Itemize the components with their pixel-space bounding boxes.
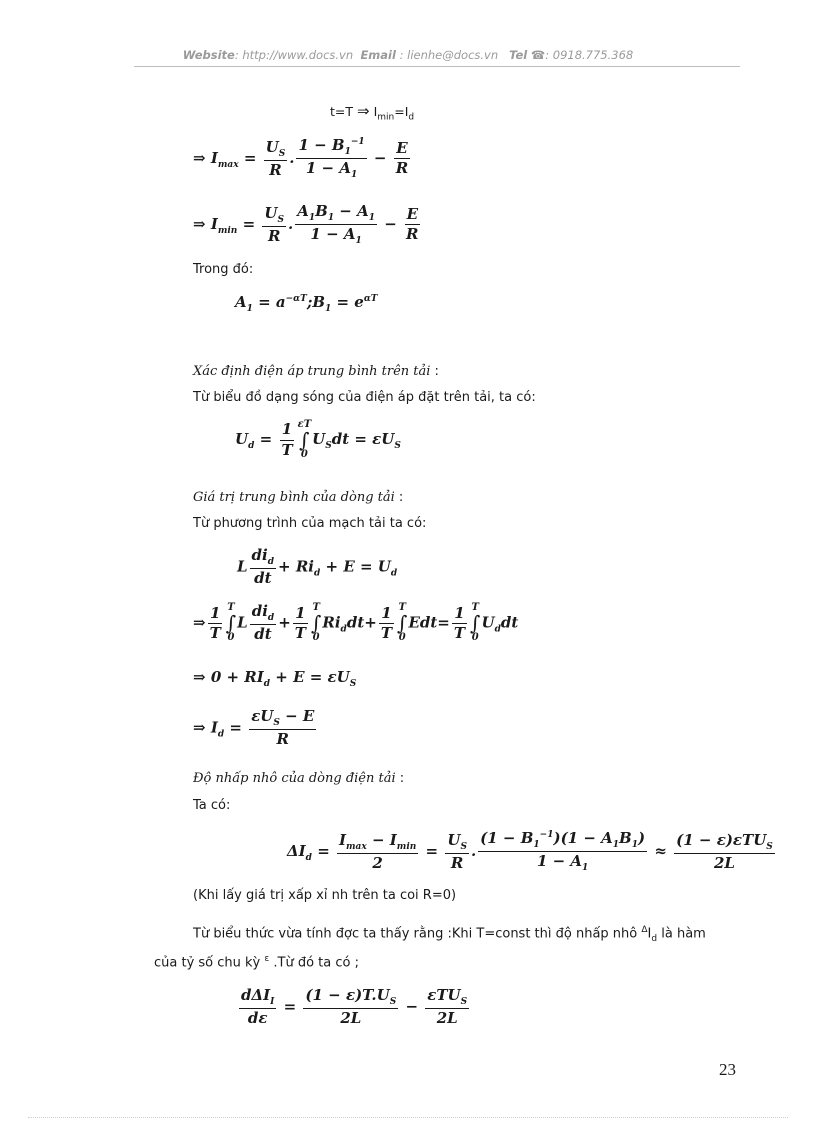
epsilon-symbol: ε bbox=[264, 954, 270, 964]
heading-colon: : bbox=[430, 364, 439, 379]
deriv-num-1: (1 − ε)T.U bbox=[305, 986, 390, 1004]
t-eq-T: t=T bbox=[330, 104, 354, 119]
us-sub: S bbox=[278, 148, 286, 159]
di: di bbox=[251, 602, 268, 620]
fraction-us-r bbox=[445, 832, 469, 873]
r-symbol: R bbox=[450, 853, 464, 872]
equals-sign: = bbox=[242, 214, 256, 233]
plus-ri: + Ri bbox=[278, 557, 314, 576]
d-sub: d bbox=[263, 679, 271, 689]
equals-sign: = bbox=[243, 148, 257, 167]
integral-sign: T ∫ 0 bbox=[397, 602, 408, 644]
two-l: 2L bbox=[340, 1009, 362, 1028]
tel-value: : 0918.775.368 bbox=[545, 48, 634, 62]
para1-text-a: Từ biểu thức vừa tính đợc ta thấy rằng :Khi T=const thì độ nhấp nhô bbox=[193, 926, 642, 942]
fraction-us-r bbox=[264, 139, 288, 180]
edt: Edt bbox=[408, 613, 438, 632]
eq-e: = e bbox=[331, 293, 364, 311]
b-symbol: B bbox=[619, 829, 632, 847]
equation-id bbox=[193, 708, 318, 749]
fraction-1-T bbox=[279, 421, 294, 459]
integral-sign: εT ∫ 0 bbox=[297, 419, 312, 460]
equation-integrated bbox=[193, 603, 518, 644]
us-sub: S bbox=[460, 841, 467, 852]
integral-lower: 0 bbox=[300, 449, 308, 460]
equals-sign: = bbox=[283, 997, 297, 1016]
page-number: 23 bbox=[719, 1060, 736, 1079]
a1-sub: 1 bbox=[308, 213, 316, 223]
us-symbol: U bbox=[447, 830, 461, 849]
fraction-deriv-2 bbox=[425, 987, 469, 1028]
heading-ripple bbox=[193, 767, 404, 786]
imin-sub: min bbox=[377, 112, 395, 123]
l-symbol: L bbox=[237, 613, 248, 632]
minus-sign: − bbox=[373, 148, 387, 167]
dt: dt bbox=[346, 613, 365, 632]
fraction-1-T bbox=[452, 605, 467, 643]
integral-sign: T ∫ 0 bbox=[470, 602, 481, 644]
us-symbol: U bbox=[264, 203, 278, 222]
d-sub: d bbox=[314, 568, 321, 579]
fraction-deriv-1 bbox=[303, 987, 398, 1028]
b1-sub: 1 bbox=[325, 304, 332, 314]
equals-id: =I bbox=[394, 104, 409, 119]
fraction-us-r bbox=[262, 205, 286, 246]
e-symbol: E bbox=[405, 206, 420, 225]
website-label: Website bbox=[182, 48, 235, 62]
sep-b: ;B bbox=[306, 293, 326, 311]
para2-text-b: .Từ đó ta có ; bbox=[269, 955, 359, 971]
imin-sub: min bbox=[217, 225, 238, 236]
zero-plus-ri: 0 + RI bbox=[210, 668, 264, 686]
a-symbol: A bbox=[235, 293, 247, 311]
imin-sub: min bbox=[396, 841, 417, 852]
u-symbol: U bbox=[312, 430, 326, 448]
one-minus-b1: 1 − B bbox=[298, 136, 345, 154]
b1-sub: 1 bbox=[533, 840, 540, 850]
r-symbol: R bbox=[395, 159, 409, 178]
delta-symbol: Δ bbox=[641, 925, 648, 935]
heading-colon: : bbox=[394, 490, 404, 505]
line-t-equals-T bbox=[330, 102, 414, 123]
integral-lower: 0 bbox=[227, 632, 235, 644]
note-approx: (Khi lấy giá trị xấp xỉ nh trên ta coi R=0) bbox=[193, 888, 457, 903]
heading-ripple-text: Độ nhấp nhô của dòng điện tải bbox=[193, 771, 396, 786]
deriv-num-2: εTU bbox=[427, 986, 461, 1004]
d-epsilon: dε bbox=[247, 1009, 268, 1028]
fraction-1-T bbox=[379, 605, 394, 643]
email-label: Email bbox=[360, 48, 396, 62]
equation-imin: ⇒ $I_{min}$ = $\frac{U_S}{R}$ . $\frac{A_1B_1 - A_1}{1 - A_1}$ − $\frac{E}{R}$ bbox=[193, 202, 419, 247]
fraction-1-T bbox=[293, 605, 308, 643]
a1-sub: 1 bbox=[350, 170, 358, 181]
r-symbol: R bbox=[276, 730, 289, 749]
one-minus-b: (1 − B bbox=[480, 829, 534, 847]
implies-arrow: ⇒ bbox=[193, 668, 206, 686]
b1-sub: 1 bbox=[344, 147, 351, 157]
r-symbol: R bbox=[406, 225, 419, 244]
approx-sign: ≈ bbox=[654, 841, 667, 860]
plus-sign: + bbox=[364, 613, 377, 632]
dt: dt bbox=[254, 569, 272, 588]
equation-circuit bbox=[237, 547, 397, 588]
integral-sign: T ∫ 0 bbox=[310, 602, 322, 644]
di: di bbox=[251, 546, 268, 564]
text-id: Từ phương trình của mạch tải ta có: bbox=[193, 516, 427, 531]
b1-sub: 1 bbox=[327, 213, 335, 223]
d-sub: d bbox=[390, 568, 398, 579]
approx-numerator: (1 − ε)εTU bbox=[676, 830, 767, 849]
ta-co-label: Ta có: bbox=[193, 798, 231, 813]
us-sub: S bbox=[766, 841, 773, 852]
t-symbol: T bbox=[453, 623, 466, 642]
paragraph-line-1 bbox=[193, 925, 706, 944]
dt: dt bbox=[500, 613, 519, 632]
times-one-minus-a: )(1 − A bbox=[553, 829, 613, 847]
b-symbol: B bbox=[315, 202, 328, 220]
fraction-e-r bbox=[394, 140, 410, 178]
t-symbol: T bbox=[281, 440, 293, 459]
eps-u: εU bbox=[251, 707, 274, 725]
plus-e-eq: + E = εU bbox=[275, 668, 350, 686]
page-header bbox=[0, 48, 816, 62]
i-sub: I bbox=[270, 997, 275, 1007]
header-divider bbox=[134, 66, 740, 67]
equation-derivative bbox=[237, 987, 471, 1028]
one: 1 bbox=[208, 605, 222, 624]
para1-text-b: là hàm bbox=[657, 926, 706, 942]
fraction-e-r bbox=[404, 206, 420, 244]
integral-upper: T bbox=[312, 602, 320, 614]
paragraph-line-2 bbox=[154, 954, 359, 970]
two-l: 2L bbox=[436, 1009, 458, 1028]
r-symbol: R bbox=[269, 160, 282, 179]
minus-sign: − bbox=[384, 214, 397, 233]
integral-lower: 0 bbox=[398, 632, 406, 644]
integral-upper: T bbox=[398, 602, 406, 614]
heading-id-text: Giá trị trung bình của dòng tải bbox=[193, 490, 395, 505]
fraction-approx bbox=[674, 832, 775, 873]
plus-e-eq-u: + E = U bbox=[325, 557, 391, 576]
equation-imax: ⇒ $I_{max}$ = $\frac{U_S}{R}$ . $\frac{1 - B_1^{-1}}{1 - A_1}$ − $\frac{E}{R}$ bbox=[193, 136, 409, 181]
integral-lower: 0 bbox=[312, 632, 320, 644]
minus-imin: − I bbox=[366, 830, 397, 849]
us-sub: S bbox=[389, 997, 397, 1007]
d-sub: d bbox=[267, 557, 275, 567]
us-symbol: U bbox=[265, 137, 279, 156]
integral-upper: εT bbox=[297, 419, 312, 430]
equation-a1-b1 bbox=[235, 293, 377, 314]
a1-sub: 1 bbox=[368, 213, 375, 223]
us-sub: S bbox=[325, 441, 332, 451]
d-sub: d bbox=[267, 613, 275, 623]
footer-dotted-rule bbox=[28, 1117, 788, 1118]
fraction-id bbox=[249, 708, 316, 749]
t-symbol: T bbox=[294, 623, 306, 642]
id-sub: d bbox=[408, 112, 415, 123]
fraction-b1-a1 bbox=[296, 137, 366, 181]
equation-avg bbox=[193, 668, 356, 689]
eq-a: = a bbox=[252, 293, 286, 311]
us-sub: S bbox=[460, 997, 468, 1007]
heading-colon: : bbox=[395, 771, 405, 786]
fraction-di-dt bbox=[250, 547, 276, 588]
minus-a: − A bbox=[334, 202, 369, 220]
fraction-a1b1-a1 bbox=[295, 203, 377, 247]
two: 2 bbox=[372, 853, 383, 872]
i-symbol: I bbox=[210, 718, 218, 737]
imax-symbol: I bbox=[210, 148, 218, 167]
t-symbol: T bbox=[209, 623, 221, 642]
imin-symbol: I bbox=[373, 104, 378, 119]
equation-ripple: $\Delta I_d$ = $\frac{I_{max} - I_{min}}{2}$ = $\frac{U_S}{R}$ . $\frac{(1 - B_1^{-1})(1 - A_1B_1)}{1 - A_1}$ ≈ $\frac{(1 - \varepsilon)\varepsilon TU_S}{2L}$ bbox=[287, 829, 773, 874]
one-minus-a1: 1 − A bbox=[536, 852, 583, 871]
a1-sub: 1 bbox=[612, 840, 620, 850]
one: 1 bbox=[280, 421, 294, 440]
l-symbol: L bbox=[237, 557, 248, 576]
a1-sub: 1 bbox=[246, 304, 253, 314]
us-sub: S bbox=[349, 679, 357, 689]
u-symbol: U bbox=[481, 613, 495, 632]
integral-upper: T bbox=[471, 602, 479, 614]
equals-sign: = bbox=[437, 613, 450, 632]
b1-sub: 1 bbox=[631, 840, 638, 850]
d-sub: d bbox=[305, 852, 312, 863]
fraction-d-delta bbox=[239, 987, 276, 1028]
equals-sign: = bbox=[317, 841, 330, 860]
us-sub: S bbox=[273, 718, 280, 728]
text-ud: Từ biểu đồ dạng sóng của điện áp đặt trên tải, ta có: bbox=[193, 390, 536, 405]
implies-arrow: ⇒ bbox=[193, 613, 206, 632]
one: 1 bbox=[293, 605, 307, 624]
two-l: 2L bbox=[713, 853, 735, 872]
fraction-1-T bbox=[208, 605, 223, 643]
b1-sup: −1 bbox=[350, 137, 365, 147]
d-sub: d bbox=[217, 729, 225, 740]
implies-arrow: ⇒ bbox=[193, 148, 206, 167]
u-symbol: U bbox=[235, 430, 249, 448]
t-symbol: T bbox=[380, 623, 393, 642]
email-value: : lienhe@docs.vn bbox=[399, 48, 499, 62]
exp-pos: αT bbox=[363, 294, 378, 304]
one-minus-a1: 1 − A bbox=[310, 225, 356, 244]
dt-eq: dt = εU bbox=[331, 430, 395, 448]
one: 1 bbox=[379, 605, 393, 624]
r-symbol: R bbox=[267, 226, 281, 245]
trong-do-label: Trong đó: bbox=[193, 262, 254, 277]
equals-sign: = bbox=[259, 430, 273, 448]
para2-text-a: của tỷ số chu kỳ bbox=[154, 955, 265, 971]
d-sub: d bbox=[494, 624, 501, 635]
phone-icon: ☎ bbox=[530, 48, 546, 62]
ri: Ri bbox=[322, 613, 341, 632]
implies-arrow: ⇒ bbox=[193, 214, 206, 233]
dt: dt bbox=[254, 625, 272, 644]
id-symbol: I bbox=[647, 926, 652, 942]
ud-sub: d bbox=[248, 441, 255, 451]
b1-sup: −1 bbox=[539, 830, 554, 840]
us-sub: S bbox=[277, 214, 284, 225]
equals-sign: = bbox=[229, 718, 242, 737]
heading-id bbox=[193, 486, 403, 505]
fraction-di-dt bbox=[250, 603, 276, 644]
us-sub: S bbox=[394, 441, 401, 451]
tel-label: Tel bbox=[509, 48, 528, 62]
implies-arrow: ⇒ bbox=[193, 718, 206, 737]
imax-sub: max bbox=[217, 159, 239, 170]
equals-sign: = bbox=[425, 841, 439, 860]
close-paren: ) bbox=[638, 829, 646, 847]
e-symbol: E bbox=[394, 140, 409, 159]
d-sub: d bbox=[340, 624, 347, 635]
minus-e: − E bbox=[279, 707, 315, 725]
exp-neg: −αT bbox=[285, 294, 307, 304]
a1-sub: 1 bbox=[582, 863, 589, 874]
fraction-b-a bbox=[478, 830, 647, 874]
integral-upper: T bbox=[227, 602, 235, 614]
equation-ud bbox=[235, 420, 401, 460]
plus-sign: + bbox=[278, 613, 291, 632]
imin-symbol: I bbox=[210, 214, 218, 233]
one-minus-a1: 1 − A bbox=[305, 159, 351, 178]
heading-ud-text: Xác định điện áp trung bình trên tải bbox=[193, 364, 431, 379]
fraction-imax-imin bbox=[337, 832, 418, 873]
one: 1 bbox=[452, 605, 466, 624]
a-symbol: A bbox=[297, 202, 309, 220]
delta-i: ΔI bbox=[287, 841, 306, 860]
integral-lower: 0 bbox=[471, 632, 479, 644]
a1-sub: 1 bbox=[355, 236, 362, 247]
heading-ud bbox=[193, 360, 439, 379]
id-sub: d bbox=[651, 933, 658, 944]
minus-sign: − bbox=[405, 997, 419, 1016]
implies-arrow: ⇒ bbox=[357, 102, 370, 120]
integral-sign: T ∫ 0 bbox=[225, 602, 237, 644]
d-delta-i: dΔI bbox=[241, 986, 271, 1004]
imax-i: I bbox=[339, 830, 347, 849]
website-value: : http://www.docs.vn bbox=[234, 48, 354, 62]
imax-sub: max bbox=[346, 841, 367, 852]
